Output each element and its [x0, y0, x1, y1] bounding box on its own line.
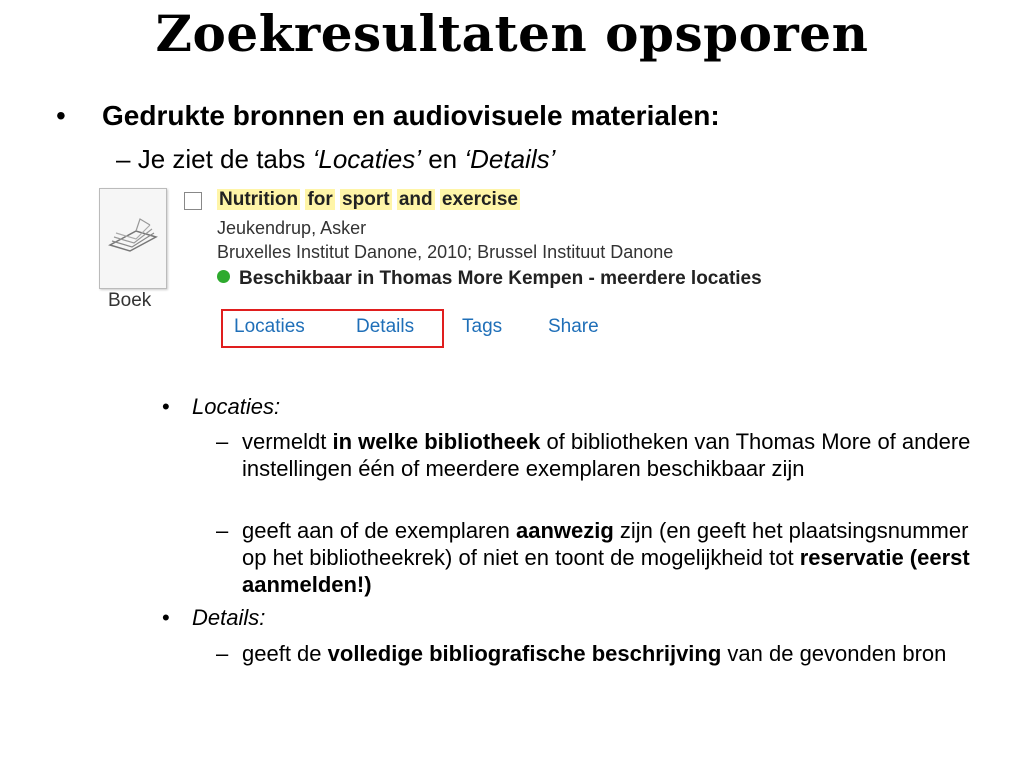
item-text: vermeldt: [242, 429, 333, 454]
bullet-details-heading: Details:: [192, 605, 266, 630]
tab-share[interactable]: Share: [548, 316, 599, 337]
item-text: geeft de: [242, 641, 328, 666]
book-icon: [106, 215, 160, 255]
material-type-label: Boek: [108, 290, 152, 311]
availability-status[interactable]: [217, 268, 762, 290]
result-author: Jeukendrup, Asker: [217, 218, 367, 238]
dash: –: [116, 144, 138, 174]
item-bold: in welke bibliotheek: [332, 429, 541, 454]
locaties-item: [216, 428, 976, 482]
sub-bullet-mid: en: [420, 144, 465, 174]
dash: –: [216, 518, 229, 543]
item-text: of bibliotheken van Thomas More of andere instellingen één of meerdere exemplaren beschikbaar zijn: [242, 429, 971, 481]
title-word: Nutrition: [219, 189, 299, 210]
result-title-link[interactable]: [217, 189, 520, 211]
bullet-gedrukte-bronnen: [56, 100, 720, 132]
search-result-screenshot: [98, 184, 888, 360]
item-bold: reservatie (eerst aanmelden!): [242, 545, 970, 597]
item-bold: volledige bibliografische beschrijving: [327, 641, 722, 666]
available-dot-icon: [217, 270, 230, 283]
result-publisher: Bruxelles Institut Danone, 2010; Brussel Instituut Danone: [217, 242, 674, 262]
title-word: and: [398, 189, 433, 210]
book-cover-thumbnail[interactable]: [99, 188, 167, 289]
slide-title: Zoekresultaten opsporen: [155, 4, 869, 63]
availability-text: Beschikbaar in Thomas More Kempen - meerdere locaties: [239, 268, 762, 289]
dash: –: [216, 641, 229, 666]
sub-bullet-tabs: [116, 144, 555, 175]
tab-details[interactable]: Details: [356, 316, 415, 337]
item-text: van de gevonden bron: [721, 641, 947, 666]
select-result-checkbox[interactable]: [184, 192, 202, 210]
dash: –: [216, 429, 229, 454]
details-item: [216, 640, 976, 667]
title-word: exercise: [441, 189, 518, 210]
tab-name-locaties: ‘Locaties’: [312, 144, 421, 174]
tab-name-details: ‘Details’: [464, 144, 556, 174]
bullet-locaties-heading: Locaties:: [192, 394, 281, 419]
title-word: sport: [342, 189, 390, 210]
tab-tags[interactable]: Tags: [462, 316, 503, 337]
sub-bullet-prefix: Je ziet de tabs: [137, 144, 313, 174]
bullet-details: [162, 605, 266, 631]
bullet-dot: •: [162, 605, 170, 630]
bullet-locaties: [162, 394, 281, 420]
item-bold: aanwezig: [515, 518, 614, 543]
tab-locaties[interactable]: Locaties: [234, 316, 305, 337]
item-text: zijn (en geeft het plaatsingsnummer op het bibliotheekrek) of niet en toont de mogelijkheid tot: [242, 518, 969, 570]
title-word: for: [307, 189, 333, 210]
bullet-text: Gedrukte bronnen en audiovisuele materialen:: [102, 100, 720, 131]
bullet-dot: •: [162, 394, 170, 419]
locaties-item: [216, 517, 976, 598]
item-text: geeft aan of de exemplaren: [242, 518, 516, 543]
bullet-dot: •: [56, 100, 66, 131]
